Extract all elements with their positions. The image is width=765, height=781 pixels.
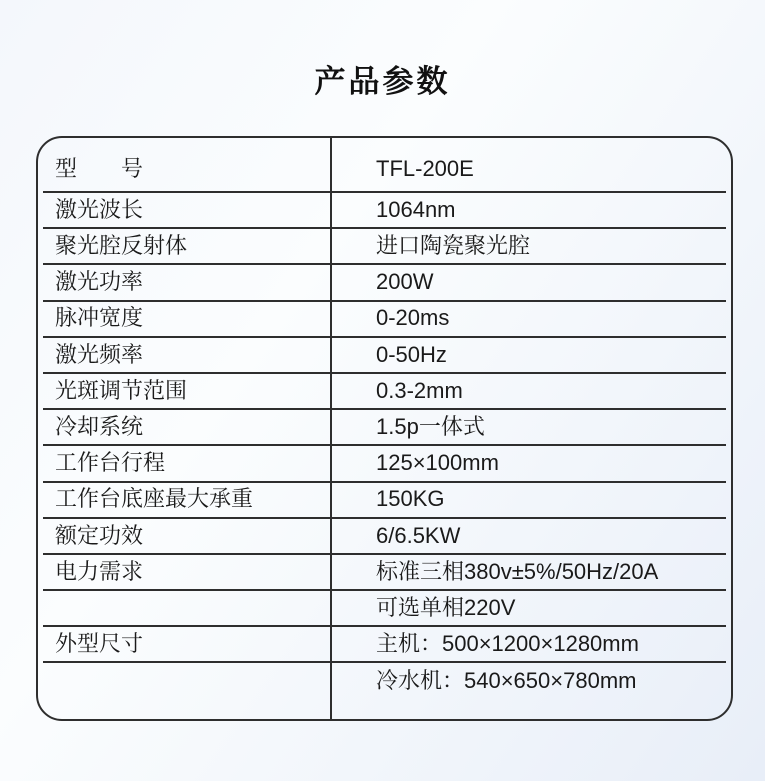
param-label-cell: 冷却系统 [55,414,144,440]
table-row [43,374,726,410]
param-label-cell: 聚光腔反射体 [55,233,188,259]
table-row [43,446,726,482]
page-title: 产品参数 [314,64,451,99]
param-label-cell: 光斑调节范围 [55,377,188,403]
param-label-cell: 脉冲宽度 [55,305,144,331]
product-spec-table [36,136,733,721]
param-label-cell: 型 号 [55,155,144,181]
param-label-cell: 激光功率 [55,269,144,295]
param-value-cell: 可选单相220V [376,594,516,620]
table-row [43,193,726,229]
param-value-cell: 0-50Hz [376,341,447,367]
table-row [43,519,726,555]
param-value-cell: 0-20ms [376,305,450,331]
table-row [43,555,726,591]
param-value-cell: 主机：500×1200×1280mm [376,631,639,657]
spec-rows [43,138,726,719]
param-label-cell: 激光频率 [55,341,144,367]
table-row [43,138,726,193]
param-label-cell: 激光波长 [55,196,144,222]
param-value-cell: 冷水机：540×650×780mm [376,668,637,694]
table-row [43,410,726,446]
param-value-cell: 进口陶瓷聚光腔 [376,233,531,259]
param-label-cell: 外型尺寸 [55,631,144,657]
param-value-cell: 125×100mm [376,450,499,476]
table-row [43,483,726,519]
param-value-cell: 0.3-2mm [376,377,463,403]
param-value-cell: 200W [376,269,434,295]
param-value-cell: 1.5p一体式 [376,414,485,440]
table-row [43,229,726,265]
table-row [43,663,726,719]
param-label-cell: 额定功效 [55,522,144,548]
param-label-cell: 工作台底座最大承重 [55,486,254,512]
table-row [43,591,726,627]
param-label-cell: 电力需求 [55,558,144,584]
param-value-cell: 1064nm [376,196,456,222]
param-value-cell: TFL-200E [376,155,474,181]
table-row [43,265,726,301]
param-label-cell: 工作台行程 [55,450,166,476]
param-value-cell: 6/6.5KW [376,522,461,548]
param-value-cell: 150KG [376,486,445,512]
column-divider [330,138,332,719]
table-row [43,338,726,374]
param-value-cell: 标准三相380v±5%/50Hz/20A [376,558,659,584]
table-row [43,302,726,338]
table-row [43,627,726,663]
